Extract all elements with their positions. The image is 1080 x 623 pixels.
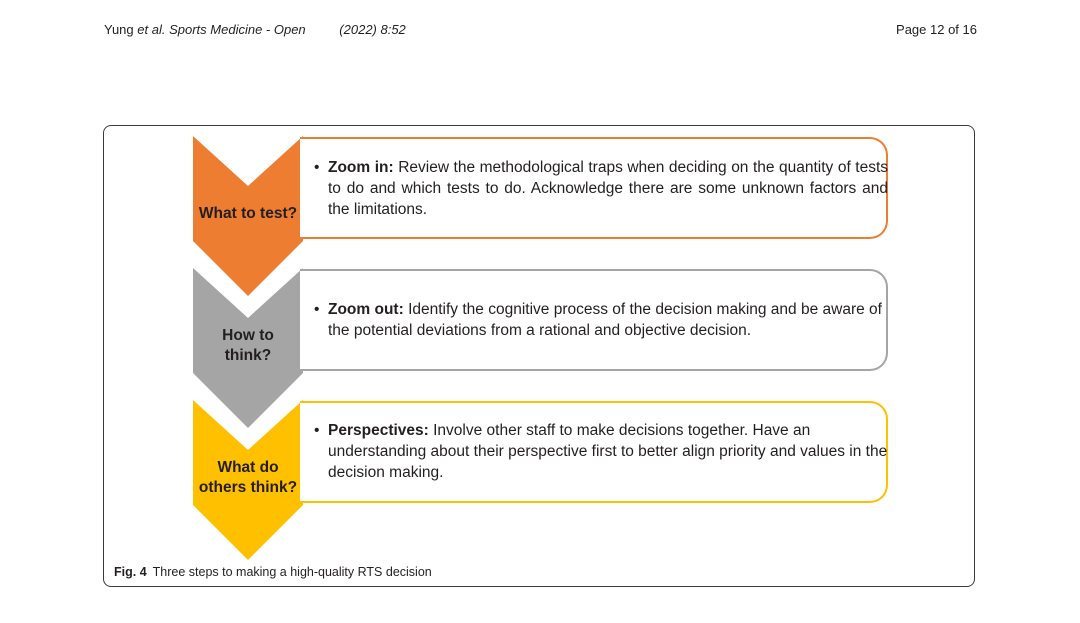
figure-caption: [114, 565, 432, 579]
step-3-description: Involve other staff to make decisions together. Have an understanding about their perspective first to better align priority and values in the decision making.: [328, 422, 888, 481]
step-2-description: Identify the cognitive process of the decision making and be aware of the potential deviations from a rational and objective decision.: [328, 301, 882, 339]
step-3-term: Perspectives:: [328, 422, 429, 439]
figure-4: [103, 125, 975, 587]
step-3-label-line-1: What do: [217, 459, 279, 476]
bullet-icon: •: [314, 301, 320, 318]
step-2-label-line-2: think?: [224, 347, 272, 364]
bullet-icon: •: [314, 159, 320, 176]
step-1-term: Zoom in:: [328, 159, 394, 176]
step-1-label-line-1: What to test?: [198, 205, 298, 222]
step-2-term: Zoom out:: [328, 301, 404, 318]
step-1-text: [314, 157, 888, 220]
bullet-icon: •: [314, 422, 320, 439]
step-2-label: [193, 326, 303, 366]
journal-authors: Yung: [104, 22, 134, 37]
journal-name: Sports Medicine - Open: [169, 22, 306, 37]
step-2-text: [314, 299, 888, 341]
journal-year-volume: (2022) 8:52: [339, 22, 406, 37]
step-1-label: [193, 204, 303, 224]
running-head: [104, 22, 406, 37]
step-3-label-line-2: others think?: [198, 479, 298, 496]
step-1-description: Review the methodological traps when deciding on the quantity of tests to do and which tests to do. Acknowledge there are some unknown factors and the limitations.: [328, 159, 889, 218]
journal-etal: et al.: [137, 22, 166, 37]
figure-caption-text: Three steps to making a high-quality RTS decision: [152, 565, 432, 579]
step-3-label: [193, 458, 303, 498]
step-2-label-line-1: How to: [222, 327, 274, 344]
page-number: Page 12 of 16: [896, 22, 977, 37]
step-3-chevron: [193, 400, 303, 560]
step-3-text: [314, 420, 888, 483]
figure-caption-label: Fig. 4: [114, 565, 147, 579]
